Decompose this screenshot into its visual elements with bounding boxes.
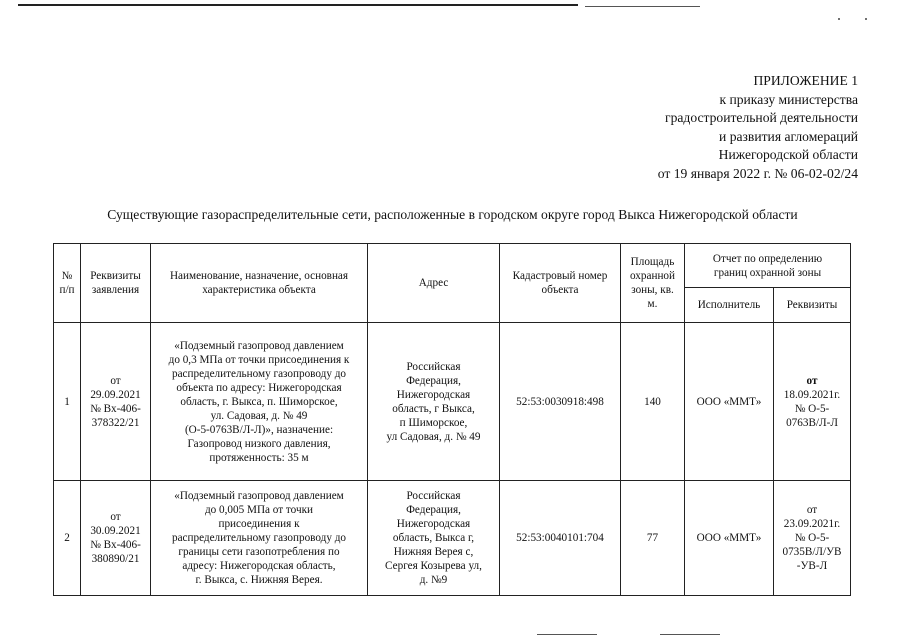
cell-cadastral: 52:53:0030918:498 [500,323,621,481]
cell-address: Российская Федерация, Нижегородская область, Выкса г, Нижняя Верея с, Сергея Козырева ул, д. №9 [368,481,500,596]
cell-cadastral: 52:53:0040101:704 [500,481,621,596]
header-num: № п/п [54,244,81,323]
scan-speck [865,18,867,20]
gas-network-table [53,243,851,596]
scan-bottom-rule [537,634,597,635]
table-row [54,323,851,481]
appendix-block [528,72,858,184]
cell-address: Российская Федерация, Нижегородская область, г Выкса, п Шиморское, ул Садовая, д. № 49 [368,323,500,481]
cell-requisites: от 29.09.2021 № Вх-406- 378322/21 [81,323,151,481]
cell-requisites: от 30.09.2021 № Вх-406- 380890/21 [81,481,151,596]
appendix-line: и развития агломераций [719,128,858,144]
header-report: Отчет по определению границ охранной зоны [685,244,851,288]
table-row [54,481,851,596]
cell-area: 77 [621,481,685,596]
header-address: Адрес [368,244,500,323]
cell-num: 1 [54,323,81,481]
cell-name: «Подземный газопровод давлением до 0,3 МПа от точки присоединения к распределительному газопроводу до объекта по адресу: Нижегородская область, г. Выкса, п. Шиморское, ул. Садовая, д. № 49 (О-5-0763В/Л-Л)», назначение: Газопровод низкого давления, протяженность: 35 м [151,323,368,481]
cell-report-requisites [774,481,851,596]
appendix-date-line: от 19 января 2022 г. № 06-02-02/24 [657,165,858,181]
cell-report-requisites [774,323,851,481]
table-header-row [54,244,851,288]
appendix-line: Нижегородской области [718,147,858,163]
scan-bottom-rule [660,634,720,635]
header-requisites: Реквизиты заявления [81,244,151,323]
appendix-line: к приказу министерства [719,91,858,107]
report-requisites-value: 18.09.2021г. № О-5- 0763В/Л-Л [783,388,841,429]
scan-speck [838,18,840,20]
header-executor: Исполнитель [685,288,774,323]
header-area: Площадь охранной зоны, кв. м. [621,244,685,323]
cell-num: 2 [54,481,81,596]
header-report-requisites: Реквизиты [774,288,851,323]
appendix-heading: ПРИЛОЖЕНИЕ 1 [753,73,858,88]
appendix-line: градостроительной деятельности [665,110,858,126]
report-requisites-value: 23.09.2021г. № О-5- 0735В/Л/УВ -УВ-Л [782,518,842,572]
scan-top-rule [18,4,578,6]
scan-top-rule-short [585,6,700,7]
header-name: Наименование, назначение, основная характеристика объекта [151,244,368,323]
document-title: Существующие газораспределительные сети, расположенные в городском округе город Выкса Нижегородской области [107,207,798,222]
header-cadastral: Кадастровый номер объекта [500,244,621,323]
cell-area: 140 [621,323,685,481]
report-requisites-prefix: от [806,374,818,387]
cell-executor: ООО «ММТ» [685,323,774,481]
cell-executor: ООО «ММТ» [685,481,774,596]
cell-name: «Подземный газопровод давлением до 0,005 МПа от точки присоединения к распределительному газопроводу до границы сети газопотребления по адресу: Нижегородская область, г. Выкса, с. Нижняя Верея. [151,481,368,596]
report-requisites-prefix: от [806,504,818,516]
